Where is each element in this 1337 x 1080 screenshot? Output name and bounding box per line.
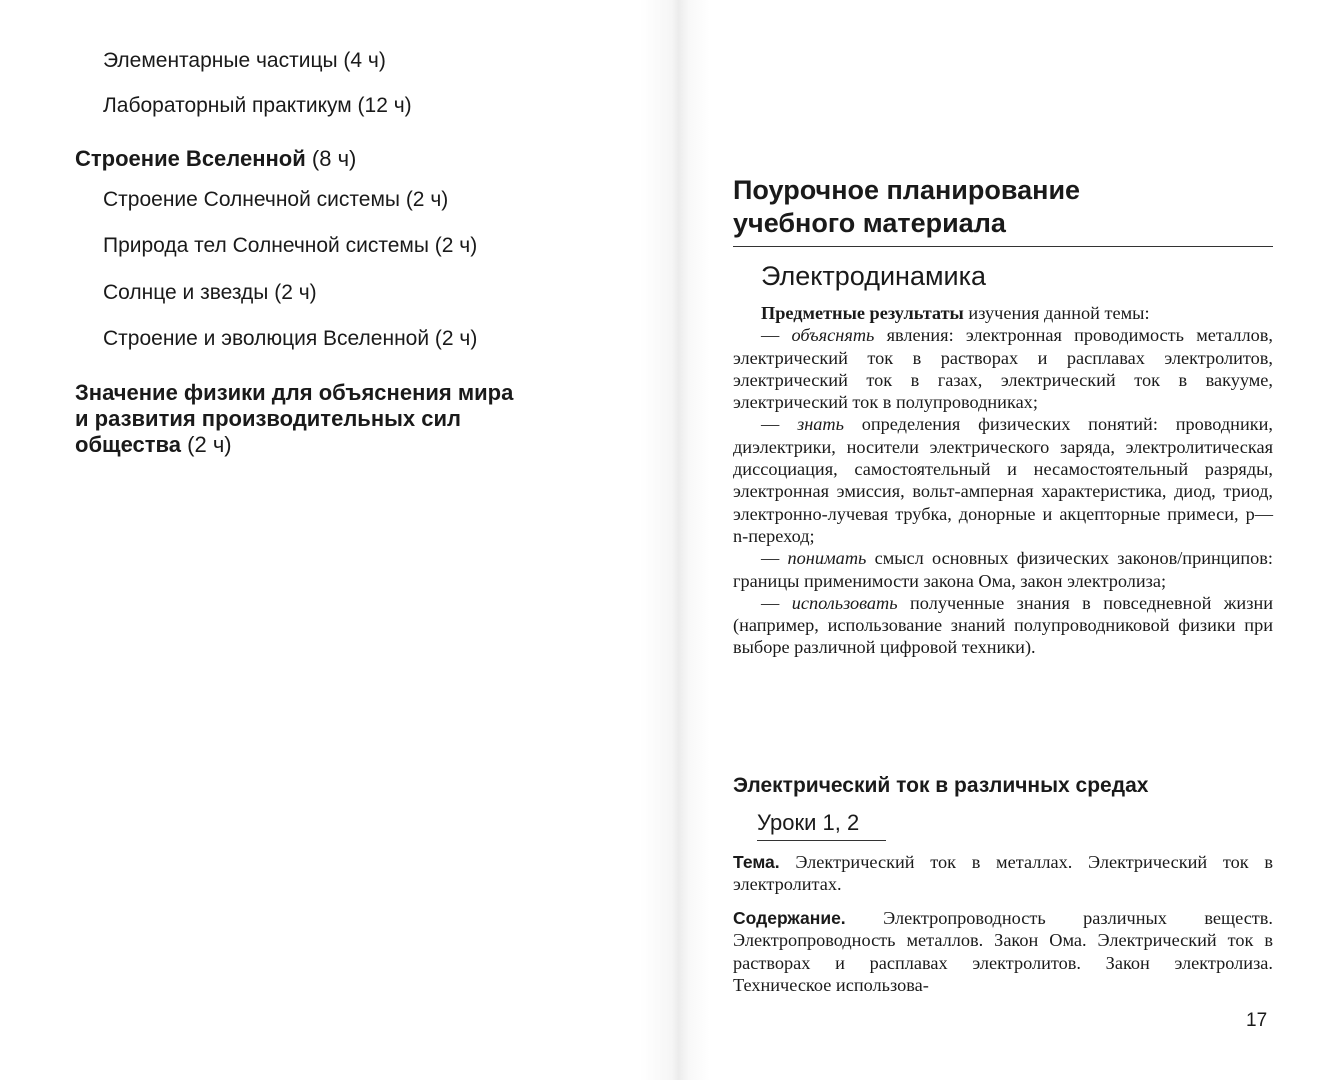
- list-item: Лабораторный практикум (12 ч): [103, 94, 412, 117]
- section-heading: Электрический ток в различных средах: [733, 774, 1149, 797]
- intro-line: [733, 302, 1273, 324]
- section-heading-significance: [75, 380, 513, 458]
- page-title-line: Поурочное планирование: [733, 175, 1081, 205]
- outcome-text: явления: электронная проводимость металлов, электрический ток в растворах и расплавах электролитов, электрический ток в газах, электрический ток в вакууме, электрический ток в полупроводниках;: [733, 325, 1273, 413]
- chapter-heading: Электродинамика: [761, 261, 987, 291]
- list-item: Строение Солнечной системы (2 ч): [103, 188, 449, 211]
- book-gutter: [640, 0, 710, 1080]
- theme-label: Тема.: [733, 852, 780, 872]
- dash: —: [761, 325, 780, 346]
- lesson-theme: [733, 851, 1273, 896]
- lesson-content: [733, 907, 1273, 996]
- lesson-heading: Уроки 1, 2: [757, 808, 886, 841]
- section-hours: (2 ч): [187, 432, 232, 457]
- intro-bold: Предметные результаты: [761, 303, 964, 323]
- dash: —: [761, 592, 780, 613]
- dash: —: [761, 414, 780, 435]
- content-label: Содержание.: [733, 908, 846, 928]
- outcome-verb: знать: [797, 414, 844, 435]
- outcome-item: [733, 413, 1273, 547]
- outcome-text: смысл основных физических законов/принципов: границы применимости закона Ома, закон электролиза;: [733, 548, 1273, 591]
- outcome-verb: использовать: [791, 592, 898, 613]
- section-title-line: общества: [75, 432, 182, 457]
- list-item: Элементарные частицы (4 ч): [103, 49, 386, 72]
- intro-text: изучения данной темы:: [968, 303, 1150, 323]
- outcome-item: [733, 324, 1273, 413]
- section-hours: (8 ч): [311, 146, 357, 171]
- outcome-text: полученные знания в повседневной жизни (например, использование знаний полупроводниковой физики при выборе различной цифровой техники).: [733, 592, 1274, 658]
- section-title-line: и развития производительных сил: [75, 406, 461, 431]
- list-item: Природа тел Солнечной системы (2 ч): [103, 234, 478, 257]
- page-title-line: учебного материала: [733, 208, 1006, 238]
- content-text: Электропроводность различных веществ. Электропроводность металлов. Закон Ома. Электрический ток в растворах и расплавах электролитов. Закон электролиза. Техническое использова-: [733, 908, 1273, 995]
- outcome-item: [733, 547, 1273, 592]
- dash: —: [761, 548, 780, 569]
- learning-outcomes: [733, 302, 1273, 659]
- section-title-line: Значение физики для объяснения мира: [75, 380, 514, 405]
- page-number: 17: [1246, 1010, 1268, 1031]
- outcome-verb: понимать: [787, 548, 867, 569]
- page-title: [733, 174, 1273, 247]
- outcome-verb: объяснять: [791, 325, 875, 346]
- outcome-item: [733, 592, 1273, 659]
- list-item: Строение и эволюция Вселенной (2 ч): [103, 327, 478, 350]
- theme-text: Электрический ток в металлах. Электрический ток в электролитах.: [733, 852, 1273, 895]
- section-heading-universe: [75, 146, 356, 172]
- outcome-text: определения физических понятий: проводники, диэлектрики, носители электрического заряда, электролитическая диссоциация, самостоятельный и несамостоятельный разряды, электронная эмиссия, вольт-амперная характеристика, диод, триод, электронно-лучевая трубка, донорные и акцепторные примеси, p—n-переход;: [733, 414, 1273, 546]
- list-item: Солнце и звезды (2 ч): [103, 281, 317, 304]
- section-title: Строение Вселенной: [75, 146, 306, 171]
